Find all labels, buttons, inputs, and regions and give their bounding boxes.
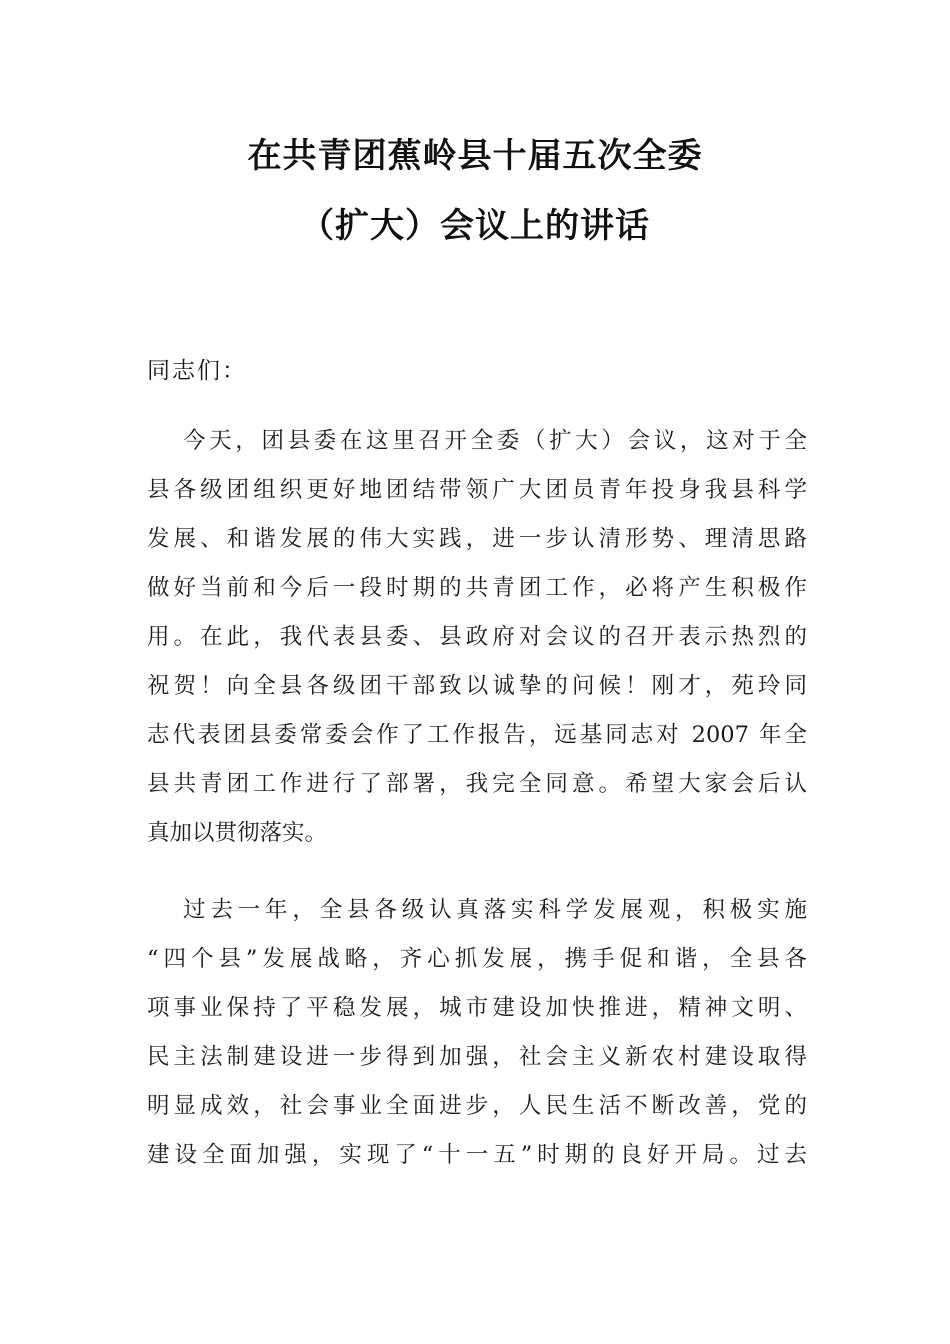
text-line: 发展、和谐发展的伟大实践，进一步认清形势、理清思路 <box>147 526 807 552</box>
document-title-line-1: 在共青团蕉岭县十届五次全委 <box>247 136 703 176</box>
text-line: 民主法制建设进一步得到加强，社会主义新农村建设取得 <box>147 1044 807 1070</box>
text-line: 县各级团组织更好地团结带领广大团员青年投身我县科学 <box>147 477 807 503</box>
text-line: 项事业保持了平稳发展，城市建设加快推进，精神文明、 <box>147 995 807 1021</box>
text-line: 过去一年，全县各级认真落实科学发展观，积极实施 <box>183 897 807 923</box>
text-line: 志代表团县委常委会作了工作报告，远基同志对 2007 年全 <box>147 722 807 748</box>
text-line: 县共青团工作进行了部署，我完全同意。希望大家会后认 <box>147 771 807 797</box>
text-line: 用。在此，我代表县委、县政府对会议的召开表示热烈的 <box>147 624 807 650</box>
paragraph-1 <box>147 417 807 858</box>
document-title-line-2: （扩大）会议上的讲话 <box>300 206 650 246</box>
salutation: 同志们： <box>147 358 247 384</box>
text-line: “四个县”发展战略，齐心抓发展，携手促和谐，全县各 <box>147 946 807 972</box>
text-line: 今天，团县委在这里召开全委（扩大）会议，这对于全 <box>183 428 807 454</box>
text-line: 祝贺！向全县各级团干部致以诚挚的问候！刚才，苑玲同 <box>147 673 807 699</box>
text-line: 真加以贯彻落实。 <box>147 820 328 846</box>
text-line: 做好当前和今后一段时期的共青团工作，必将产生积极作 <box>147 575 807 601</box>
text-line: 明显成效，社会事业全面进步，人民生活不断改善，党的 <box>147 1093 807 1119</box>
text-line: 建设全面加强，实现了“十一五”时期的良好开局。过去 <box>147 1142 807 1168</box>
paragraph-2 <box>147 886 807 1180</box>
